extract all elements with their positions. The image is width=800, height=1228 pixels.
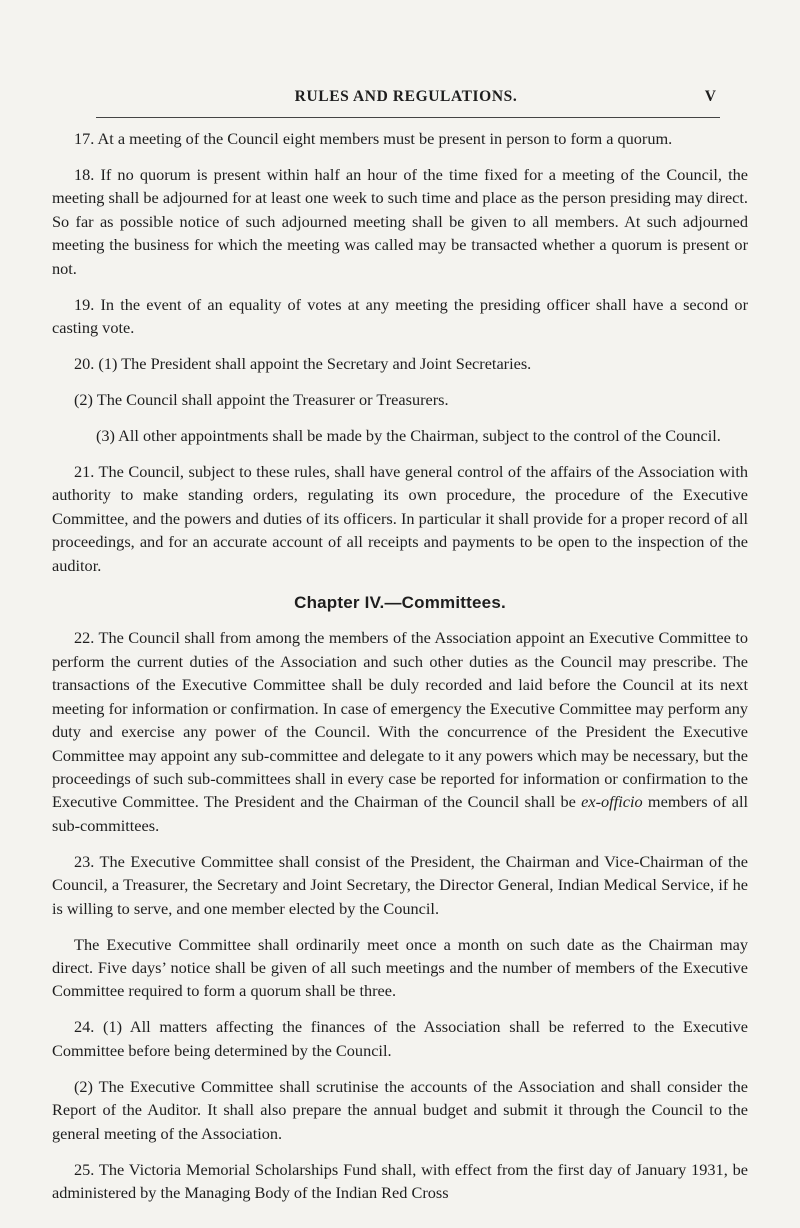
header-rule: [96, 117, 720, 118]
rule-20-clause-2: (2) The Council shall appoint the Treasurer or Treasurers.: [74, 390, 449, 410]
rule-20-clause-3: (3) All other appointments shall be made by the Chairman, subject to the control of the Council.: [96, 426, 721, 446]
rule-24-clause-1: 24. (1) All matters affecting the finances of the Association shall be referred to the Executive Committee before being determined by the Council.: [52, 1017, 748, 1060]
rule-24-clause-2: (2) The Executive Committee shall scrutinise the accounts of the Association and shall consider the Report of the Auditor. It shall also prepare the annual budget and submit it through the Council to the general meeting of the Association.: [52, 1076, 748, 1143]
rule-18: 18. If no quorum is present within half an hour of the time fixed for a meeting of the Council, the meeting shall be adjourned for at least one week to such time and place as the person presiding may direct. So far as possible notice of such adjourned meeting shall be given to all members. At such adjourned meeting the business for which the meeting was called may be transacted whether a quorum is present or not.: [52, 165, 748, 278]
chapter-heading: Chapter IV.—Committees.: [294, 593, 506, 613]
running-header: [96, 88, 716, 110]
rule-22-text-end: members of all sub-committees.: [52, 792, 748, 835]
page-number: V: [704, 88, 716, 105]
rule-21: 21. The Council, subject to these rules, shall have general control of the affairs of the Association with authority to make standing orders, regulating its own procedure, the procedure of the Executive Committee, and the powers and duties of its officers. In particular it shall provide for a proper record of all proceedings, and for an accurate account of all receipts and payments to be open to the inspection of the auditor.: [52, 462, 748, 575]
header-title: RULES AND REGULATIONS.: [294, 88, 518, 105]
rule-25: 25. The Victoria Memorial Scholarships Fund shall, with effect from the first day of January 1931, be administered by the Managing Body of the Indian Red Cross: [52, 1159, 748, 1202]
rule-23: 23. The Executive Committee shall consist of the President, the Chairman and Vice-Chairman of the Council, a Treasurer, the Secretary and Joint Secretary, the Director General, Indian Medical Service, if he is willing to serve, and one member elected by the Council.: [52, 851, 748, 918]
rule-17: 17. At a meeting of the Council eight members must be present in person to form a quorum.: [74, 129, 673, 148]
rule-22: [52, 626, 748, 837]
rule-23-continuation: The Executive Committee shall ordinarily meet once a month on such date as the Chairman may direct. Five days’ notice shall be given of all such meetings and the number of members of the Executive Committee required to form a quorum shall be three.: [52, 934, 748, 1001]
rule-22-italic-term: ex-officio: [581, 792, 643, 812]
rule-19: 19. In the event of an equality of votes at any meeting the presiding officer shall have a second or casting vote.: [52, 294, 748, 338]
rule-20-clause-1: 20. (1) The President shall appoint the Secretary and Joint Secretaries.: [74, 354, 532, 374]
rule-22-text-start: 22. The Council shall from among the members of the Association appoint an Executive Committee to perform the current duties of the Association and such other duties as the Council may prescribe. The transactions of the Executive Committee shall be duly recorded and laid before the Council at its next meeting for information or confirmation. In case of emergency the Executive Committee may perform any duty and exercise any power of the Council. With the concurrence of the President the Executive Committee may appoint any sub-committee and delegate to it any powers which may be necessary, but the proceedings of such sub-committees shall in every case be reported for information or confirmation to the Executive Committee. The President and the Chairman of the Council shall be: [52, 628, 748, 812]
body-text: [52, 127, 748, 1204]
